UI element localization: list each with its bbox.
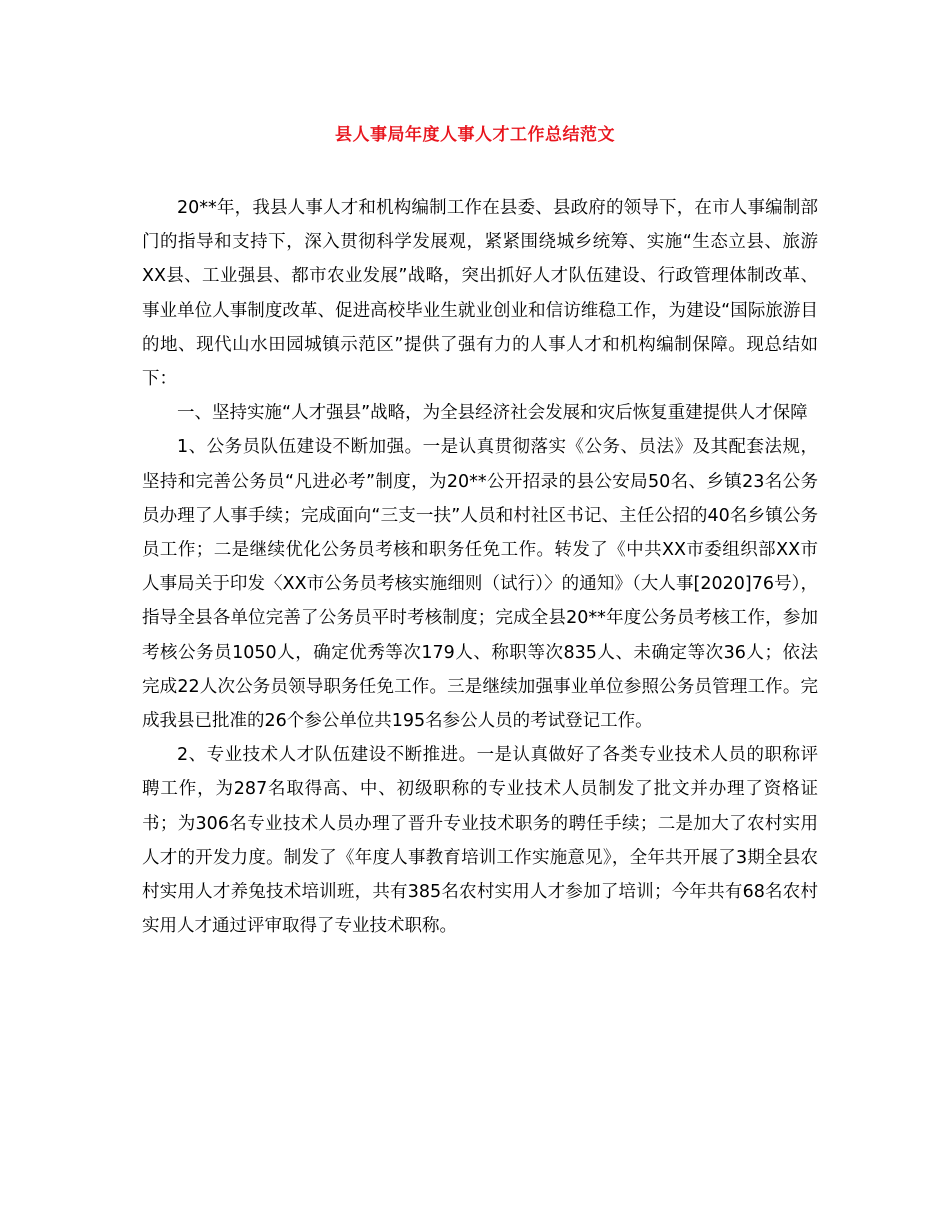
paragraph-professional-talent: 2、专业技术人才队伍建设不断推进。一是认真做好了各类专业技术人员的职称评聘工作，为287名取得高、中、初级职称的专业技术人员制发了批文并办理了资格证书；为306名专业技术人员办理了晋升专业技术职务的聘任手续；二是加大了农村实用人才的开发力度。制发了《年度人事教育培训工作实施意见》，全年共开展了3期全县农村实用人才养兔技术培训班，共有385名农村实用人才参加了培训；今年共有68名农村实用人才通过评审取得了专业技术职称。: [142, 745, 818, 937]
paragraph-intro: 20**年，我县人事人才和机构编制工作在县委、县政府的领导下，在市人事编制部门的指导和支持下，深入贯彻科学发展观，紧紧围绕城乡统筹、实施“生态立县、旅游XX县、工业强县、都市农业发展”战略，突出抓好人才队伍建设、行政管理体制改革、事业单位人事制度改革、促进高校毕业生就业创业和信访维稳工作，为建设“国际旅游目的地、现代山水田园城镇示范区”提供了强有力的人事人才和机构编制保障。现总结如下：: [142, 198, 818, 390]
document-title: 县人事局年度人事人才工作总结范文: [335, 125, 615, 145]
paragraph-civil-servants: 1、公务员队伍建设不断加强。一是认真贯彻落实《公务、员法》及其配套法规，坚持和完善公务员“凡进必考”制度，为20**公开招录的县公安局50名、乡镇23名公务员办理了人事手续；完成面向“三支一扶”人员和村社区书记、主任公招的40名乡镇公务员工作；二是继续优化公务员考核和职务任免工作。转发了《中共XX市委组织部XX市人事局关于印发〈XX市公务员考核实施细则（试行）〉的通知》（大人事[2020]76号），指导全县各单位完善了公务员平时考核制度；完成全县20**年度公务员考核工作，参加考核公务员1050人，确定优秀等次179人、称职等次835人、未确定等次36人；依法完成22人次公务员领导职务任免工作。三是继续加强事业单位参照公务员管理工作。完成我县已批准的26个参公单位共195名参公人员的考试登记工作。: [142, 437, 818, 732]
paragraph-section-heading: 一、坚持实施“人才强县”战略，为全县经济社会发展和灾后恢复重建提供人才保障: [177, 403, 808, 424]
document-body: [142, 191, 818, 943]
